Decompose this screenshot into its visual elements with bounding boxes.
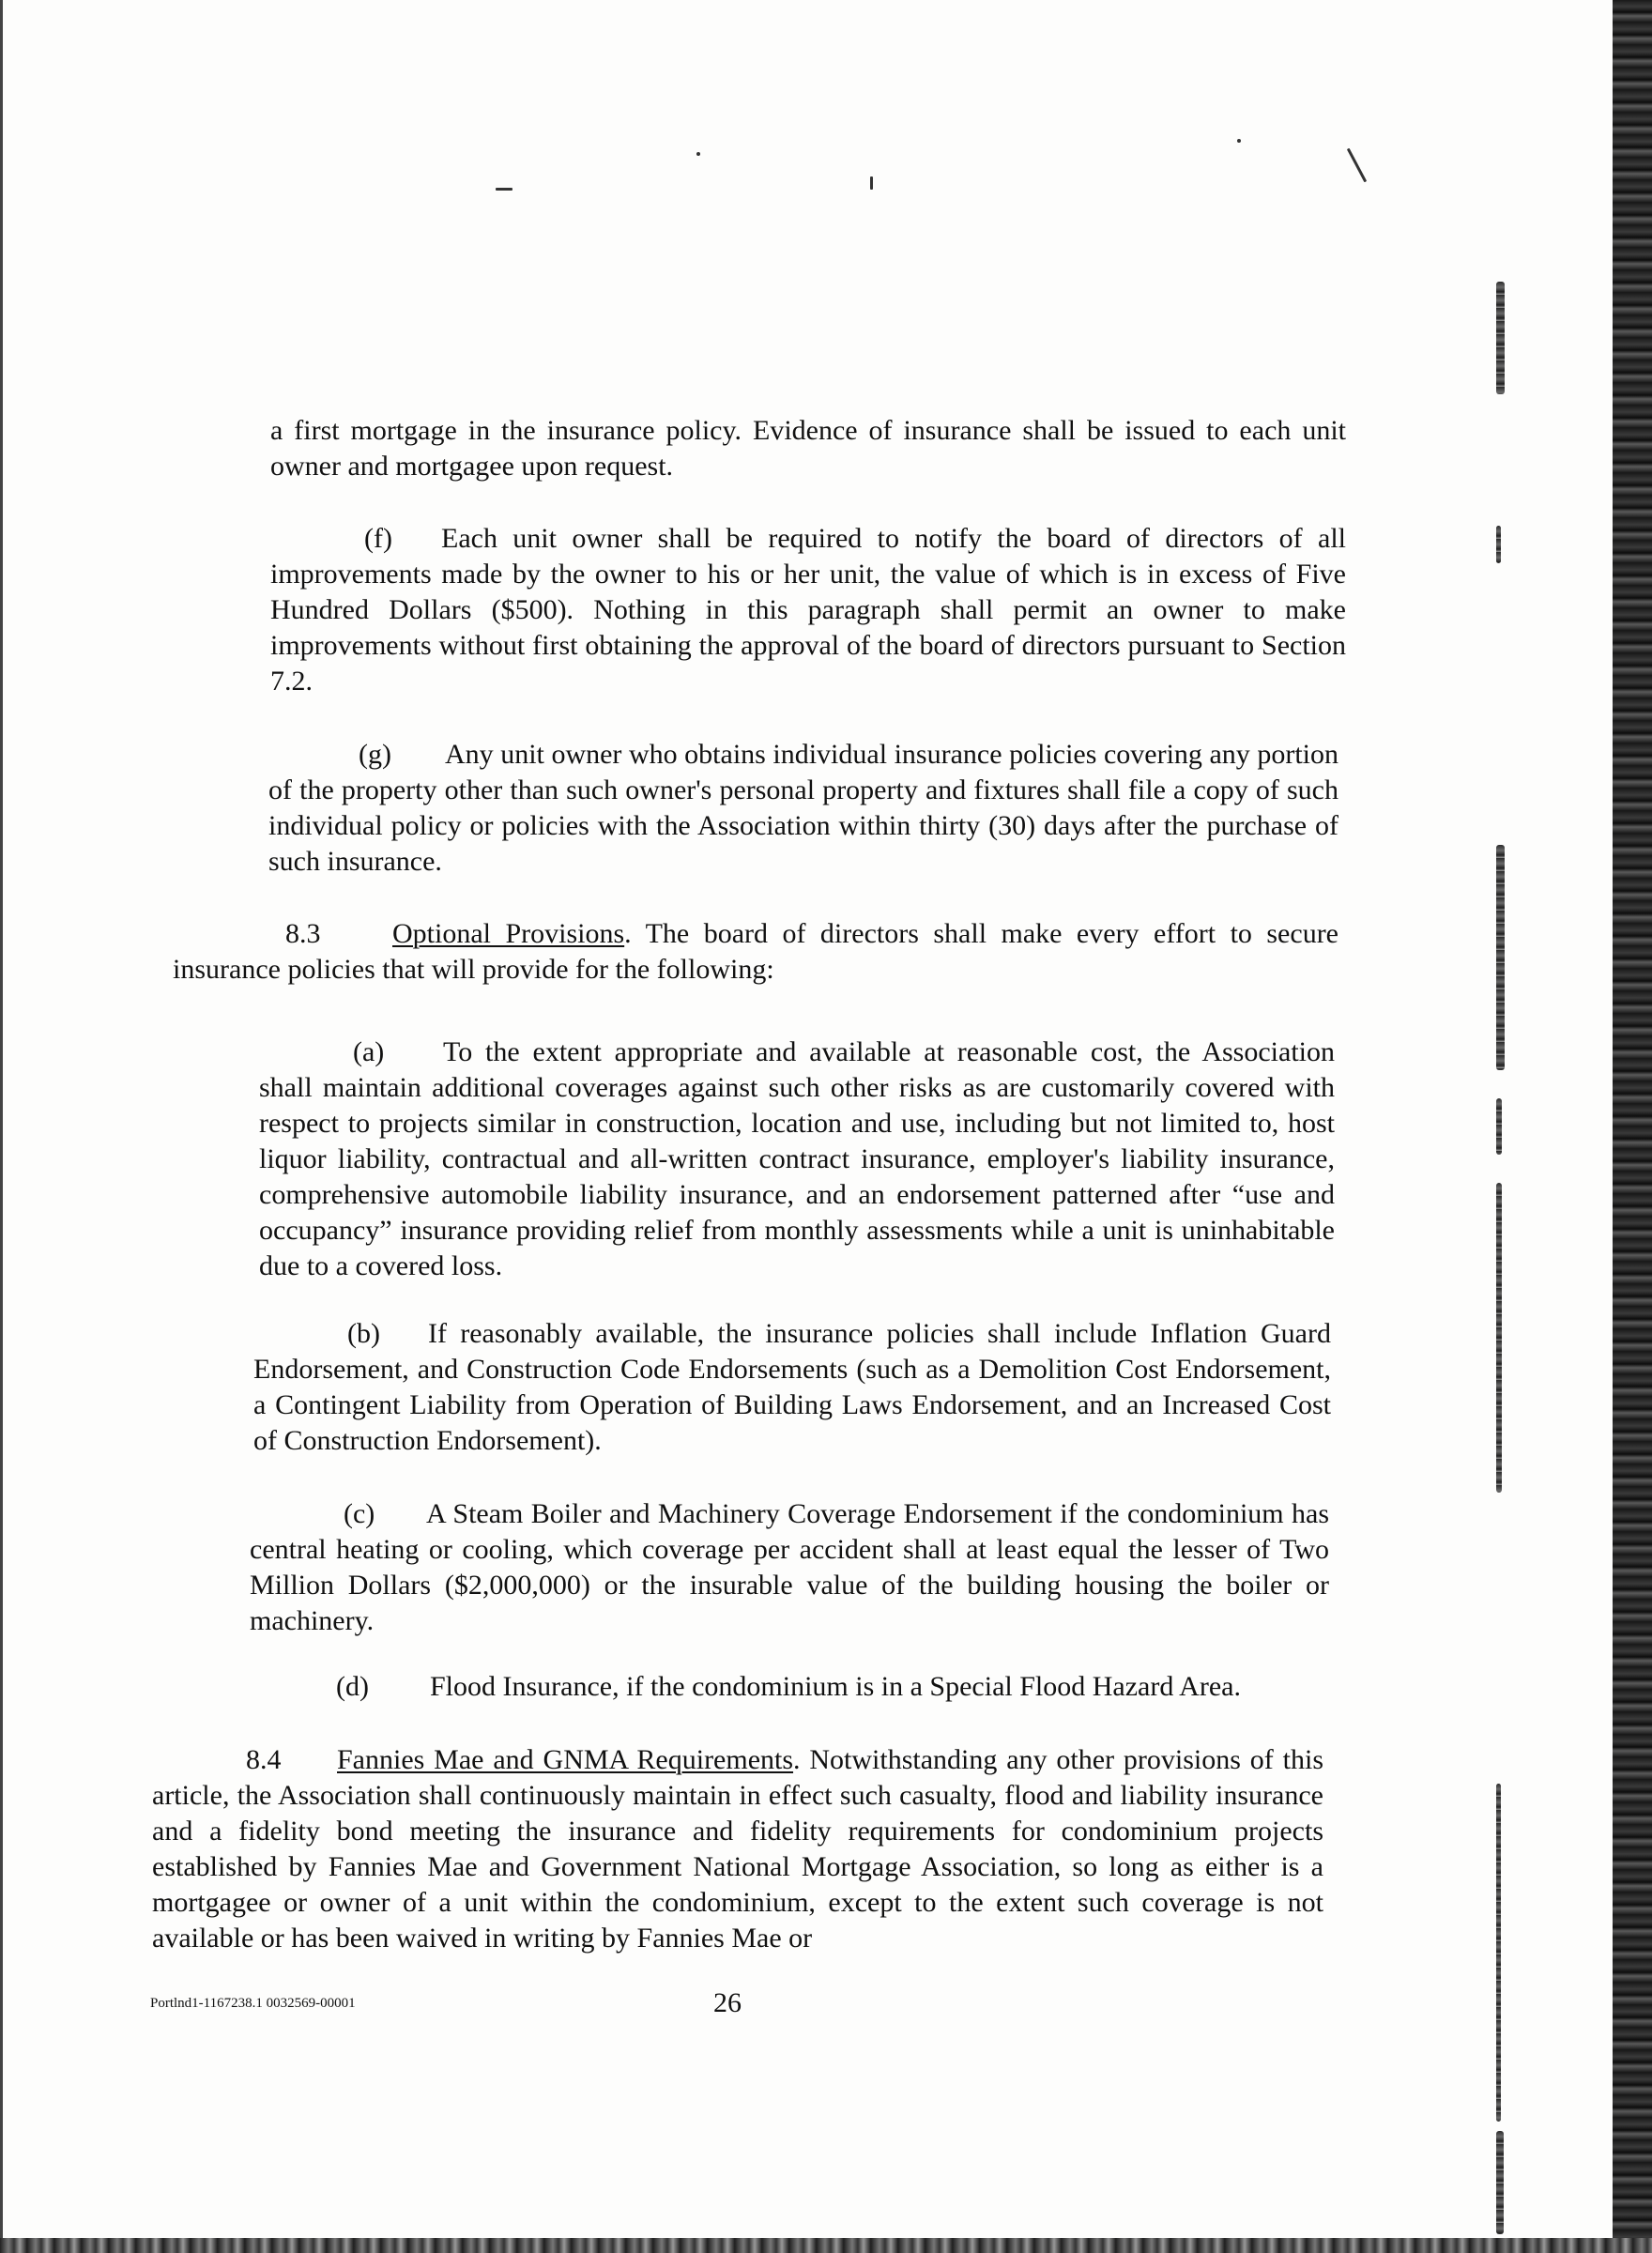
paragraph-text: Any unit owner who obtains individual insurance policies covering any portion of the property other than such owner's personal property and fixtures shall file a copy of such individual policy or policies with the Association within thirty (30) days after the purchase of such insurance. bbox=[268, 739, 1338, 877]
section-8-3 bbox=[173, 916, 1338, 988]
paragraph-b bbox=[253, 1316, 1331, 1459]
paragraph-text: Each unit owner shall be required to notify the board of directors of all improvements made by the owner to his or her unit, the value of which is in excess of Five Hundred Dollars ($500). Nothing in this paragraph shall permit an owner to make improvements without first obtaining the approval of the board of directors pursuant to Section 7.2. bbox=[270, 523, 1346, 697]
paragraph-marker: (f) bbox=[364, 523, 392, 554]
paragraph-f bbox=[270, 521, 1346, 699]
section-heading: Optional Provisions bbox=[392, 918, 625, 949]
scan-speck bbox=[496, 188, 512, 191]
scan-artifact-streak bbox=[1496, 1784, 1501, 2122]
scan-artifact-left-edge bbox=[0, 0, 3, 2253]
paragraph-marker: (a) bbox=[353, 1036, 385, 1067]
scan-artifact-bottom-edge bbox=[0, 2238, 1652, 2253]
paragraph-text: Flood Insurance, if the condominium is in a Special Flood Hazard Area. bbox=[430, 1671, 1241, 1702]
paragraph-marker: (c) bbox=[344, 1498, 375, 1529]
scan-artifact-streak bbox=[1496, 845, 1505, 1070]
scan-artifact-right-edge bbox=[1613, 0, 1652, 2253]
paragraph-text: If reasonably available, the insurance policies shall include Inflation Guard Endorsement, and Construction Code Endorsements (such as a Demolition Cost Endorsement, a Contingent Liability from Operation of Building Laws Endorsement, and an Increased Cost of Construction Endorsement). bbox=[253, 1318, 1331, 1456]
scan-artifact-streak bbox=[1496, 1098, 1502, 1155]
paragraph-text: A Steam Boiler and Machinery Coverage Endorsement if the condominium has central heating or cooling, which coverage per accident shall at least equal the lesser of Two Million Dollars ($2,000,000) or the insurable value of the building housing the boiler or machinery. bbox=[250, 1498, 1329, 1636]
paragraph-text: To the extent appropriate and available at reasonable cost, the Association shall maintain additional coverages against such other risks as are customarily covered with respect to projects similar in construction, location and use, including but not limited to, host liquor liability, contractual and all-written contract insurance, employer's liability insurance, comprehensive automobile liability insurance, and an endorsement patterned after “use and occupancy” insurance providing relief from monthly assessments while a unit is uninhabitable due to a covered loss. bbox=[259, 1036, 1335, 1281]
paragraph-c bbox=[250, 1496, 1329, 1639]
section-number: 8.3 bbox=[285, 918, 321, 949]
paragraph-continuation bbox=[270, 413, 1346, 484]
section-number: 8.4 bbox=[246, 1744, 282, 1775]
scan-speck bbox=[696, 152, 700, 156]
paragraph-text: a first mortgage in the insurance policy. Evidence of insurance shall be issued to each unit owner and mortgagee upon request. bbox=[270, 415, 1346, 482]
paragraph-marker: (g) bbox=[359, 739, 391, 770]
scan-speck bbox=[1237, 139, 1241, 143]
scan-artifact-streak bbox=[1496, 526, 1501, 563]
paragraph-g bbox=[268, 737, 1338, 880]
paragraph-a bbox=[259, 1035, 1335, 1284]
section-8-4 bbox=[152, 1742, 1323, 1956]
scan-artifact-streak bbox=[1496, 282, 1505, 394]
footer-document-id: Portlnd1-1167238.1 0032569-00001 bbox=[150, 1996, 356, 2011]
section-text: . The board of directors shall make every effort to secure insurance policies that will provide for the following: bbox=[173, 918, 1338, 985]
section-text: . Notwithstanding any other provisions of this article, the Association shall continuously maintain in effect such casualty, flood and liability insurance and a fidelity bond meeting the insurance and fidelity requirements for condominium projects established by Fannies Mae and Government National Mortgage Association, so long as either is a mortgagee or owner of a unit within the condominium, except to the extent such coverage is not available or has been waived in writing by Fannies Mae or bbox=[152, 1744, 1323, 1954]
paragraph-marker: (d) bbox=[336, 1671, 369, 1702]
paragraph-d bbox=[336, 1669, 1331, 1705]
page-number: 26 bbox=[713, 1987, 742, 2018]
section-heading: Fannies Mae and GNMA Requirements bbox=[337, 1744, 794, 1775]
scan-artifact-streak bbox=[1496, 1183, 1502, 1493]
paragraph-marker: (b) bbox=[347, 1318, 380, 1349]
scan-speck bbox=[870, 176, 873, 190]
scan-speck bbox=[1347, 148, 1367, 183]
scan-artifact-streak bbox=[1496, 2131, 1504, 2234]
